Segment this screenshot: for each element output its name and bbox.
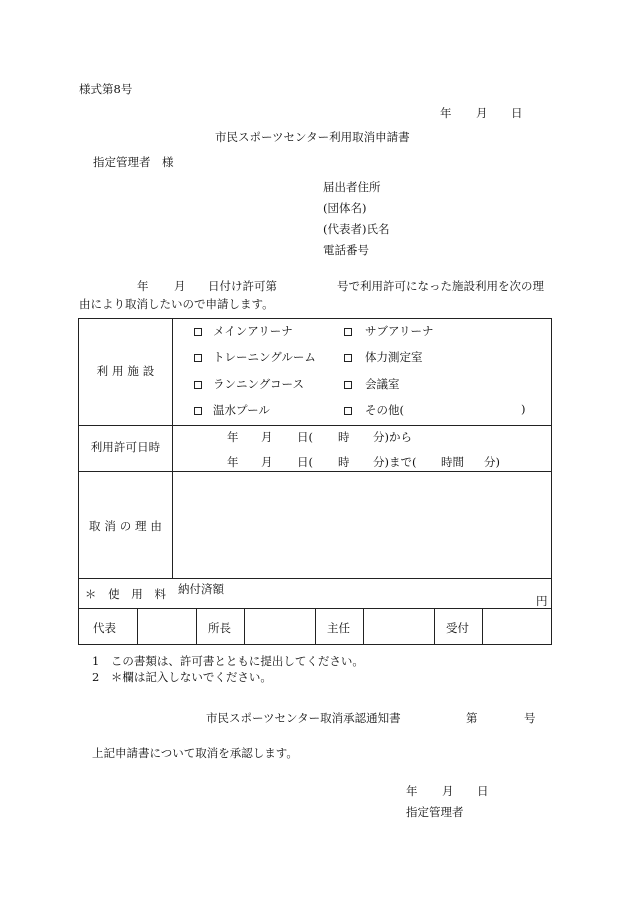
- approval-divider: [196, 608, 197, 644]
- to-year: 年: [227, 455, 239, 469]
- approval-divider: [363, 608, 364, 644]
- statement-rest: 号で利用許可になった施設利用を次の理: [337, 279, 544, 293]
- approval-reception: 受付: [446, 621, 469, 635]
- fee-paid-label: 納付済額: [178, 582, 224, 596]
- checkbox-meeting-room[interactable]: [344, 381, 352, 389]
- row-divider: [79, 578, 551, 579]
- approval-divider: [482, 608, 483, 644]
- option-other-close: ): [521, 402, 526, 416]
- statement-line2: 由により取消したいので申請します。: [79, 297, 274, 311]
- to-day: 日(: [297, 455, 313, 469]
- option-warm-pool: 温水プール: [213, 403, 270, 417]
- to-hour: 時: [338, 455, 350, 469]
- from-minute: 分)から: [373, 430, 412, 444]
- to-minute: 分)まで(: [373, 455, 417, 469]
- approval-representative: 代表: [93, 621, 116, 635]
- applicant-address-label: 届出者住所: [323, 180, 381, 194]
- notice-year: 年: [406, 784, 418, 798]
- option-sub-arena: サブアリーナ: [365, 324, 434, 338]
- checkbox-main-arena[interactable]: [194, 328, 202, 336]
- checkbox-other[interactable]: [344, 407, 352, 415]
- checkbox-fitness-test-room[interactable]: [344, 354, 352, 362]
- reason-label: 取 消 の 理 由: [88, 519, 163, 533]
- approval-director: 所長: [208, 621, 231, 635]
- label-divider: [172, 319, 173, 579]
- option-fitness-test-room: 体力測定室: [365, 350, 423, 364]
- option-other: その他(: [365, 403, 404, 417]
- option-main-arena: メインアリーナ: [213, 324, 293, 338]
- fee-unit: 円: [536, 594, 548, 608]
- checkbox-warm-pool[interactable]: [194, 407, 202, 415]
- notice-title: 市民スポーツセンター取消承認通知書: [206, 711, 401, 725]
- option-training-room: トレーニングルーム: [213, 350, 316, 364]
- reason-field[interactable]: [174, 473, 550, 577]
- to-minutes: 分): [484, 455, 500, 469]
- notice-day: 日: [477, 784, 489, 798]
- date-month: 月: [476, 106, 488, 120]
- statement-year: 年: [137, 279, 149, 293]
- from-hour: 時: [338, 430, 350, 444]
- checkbox-training-room[interactable]: [194, 354, 202, 362]
- facility-label: 利 用 施 設: [96, 364, 155, 378]
- to-hours: 時間: [441, 455, 464, 469]
- from-month: 月: [261, 430, 273, 444]
- checkbox-sub-arena[interactable]: [344, 328, 352, 336]
- form-number: 様式第8号: [79, 82, 133, 96]
- approval-divider: [315, 608, 316, 644]
- notice-signer: 指定管理者: [406, 805, 464, 819]
- from-year: 年: [227, 430, 239, 444]
- addressee: 指定管理者 様: [93, 155, 174, 169]
- date-year: 年: [440, 106, 452, 120]
- from-day: 日(: [297, 430, 313, 444]
- applicant-representative-label: (代表者)氏名: [323, 222, 390, 236]
- form-title: 市民スポーツセンター利用取消申請書: [215, 130, 410, 144]
- note-item: 1 この書類は、許可書とともに提出してください。: [92, 654, 364, 668]
- permit-date-label: 利用許可日時: [90, 440, 161, 454]
- notice-month: 月: [442, 784, 454, 798]
- to-month: 月: [261, 455, 273, 469]
- statement-month: 月: [174, 279, 186, 293]
- option-meeting-room: 会議室: [365, 377, 400, 391]
- fee-label: ＊ 使 用 料: [84, 587, 167, 601]
- approval-chief: 主任: [327, 621, 350, 635]
- notice-number-suffix: 号: [524, 711, 536, 725]
- applicant-group-label: (団体名): [323, 201, 367, 215]
- application-table: [78, 318, 552, 645]
- approval-divider: [137, 608, 138, 644]
- date-day: 日: [511, 106, 523, 120]
- statement-permit: 日付け許可第: [208, 279, 277, 293]
- note-item: 2 ＊欄は記入しないでください。: [92, 670, 272, 684]
- checkbox-running-course[interactable]: [194, 381, 202, 389]
- approval-divider: [434, 608, 435, 644]
- approval-divider: [244, 608, 245, 644]
- applicant-phone-label: 電話番号: [323, 243, 369, 257]
- row-divider: [79, 471, 551, 472]
- row-divider: [79, 425, 551, 426]
- notice-text: 上記申請書について取消を承認します。: [92, 746, 298, 760]
- option-running-course: ランニングコース: [213, 377, 304, 391]
- notice-number-prefix: 第: [466, 711, 478, 725]
